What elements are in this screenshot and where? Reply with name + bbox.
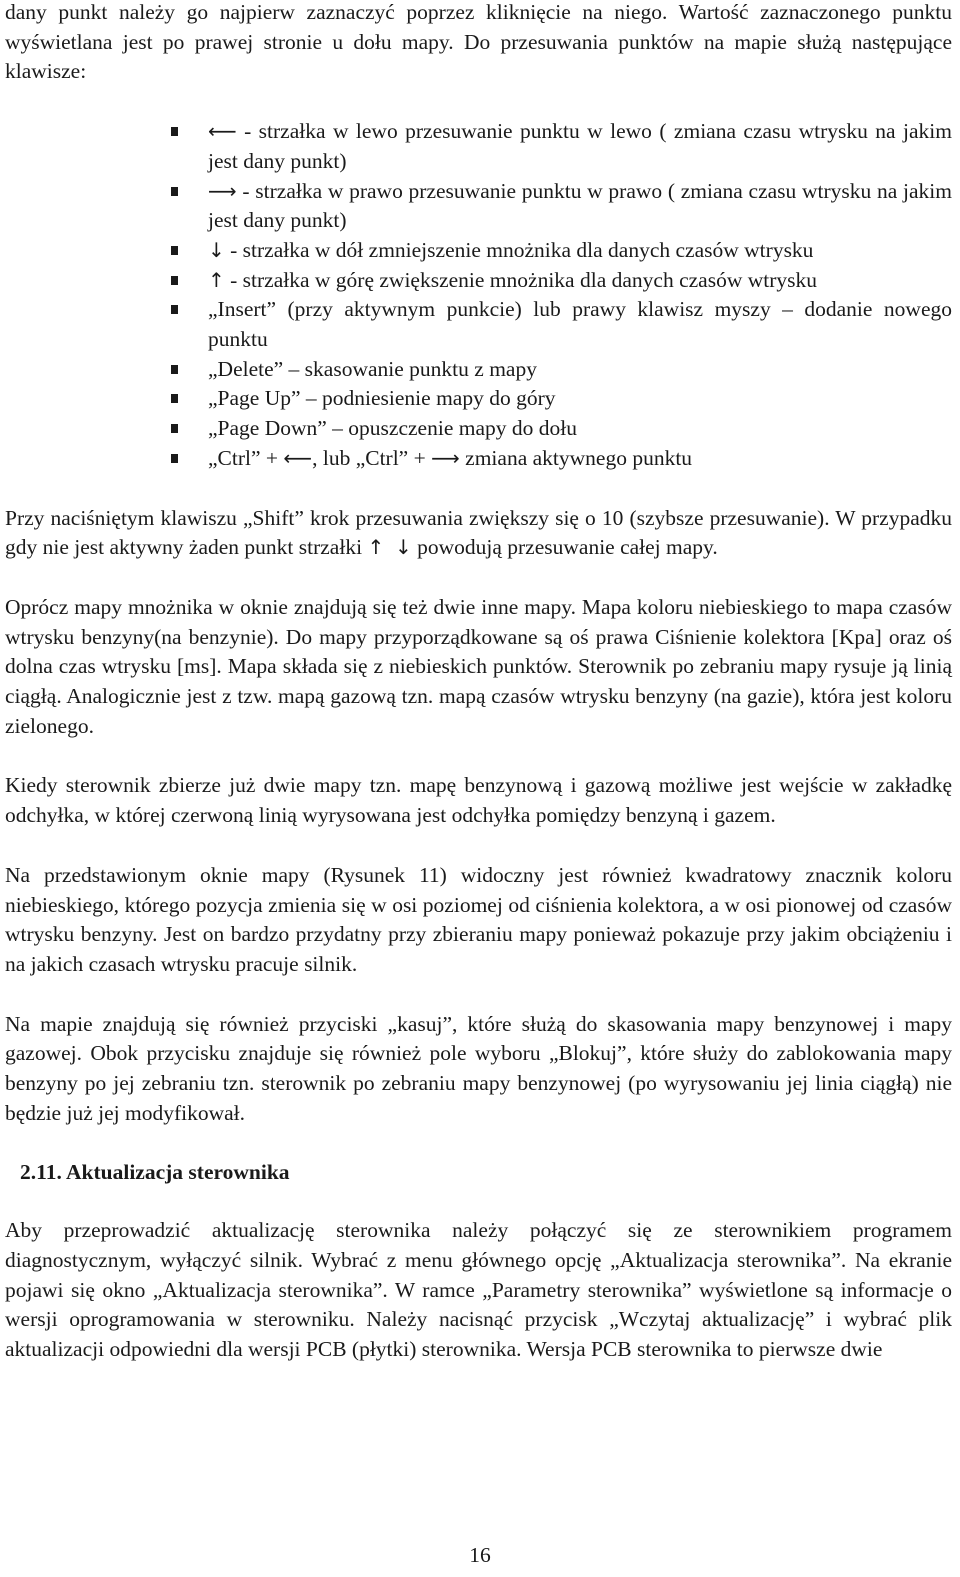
deviation-paragraph: Kiedy sterownik zbierze już dwie mapy tzn. mapę benzynową i gazową możliwe jest wejście w zakładkę odchyłka, w której czerwoną linią wyrysowana jest odchyłka pomiędzy benzyną i gazem. xyxy=(5,773,952,828)
spacer xyxy=(5,563,952,593)
shift-paragraph xyxy=(5,504,952,563)
arrow-down-icon: ↓ xyxy=(208,237,225,262)
spacer xyxy=(5,980,952,1010)
bullet-icon xyxy=(171,365,178,374)
bullet-icon xyxy=(171,246,178,255)
document-page xyxy=(5,0,952,1365)
bullet-icon xyxy=(171,394,178,403)
list-item-text: - strzałka w górę zwiększenie mnożnika dla danych czasów wtrysku xyxy=(224,267,817,292)
list-item-text: „Insert” (przy aktywnym punkcie) lub prawy klawisz myszy – dodanie nowego punktu xyxy=(208,297,952,352)
update-paragraph: Aby przeprowadzić aktualizację sterownika należy połączyć się ze sterownikiem programem diagnostycznym, wyłączyć silnik. Wybrać z menu głównego opcję „Aktualizacja sterownika”. Na ekranie pojawi się okno „Aktualizacja sterownika”. W ramce „Parametry sterownika” wyświetlone są informacje o wersji oprogramowania w sterowniku. Należy nacisnąć przycisk „Wczytaj aktualizację” i wybrać plik aktualizacji odpowiedni dla wersji PCB (płytki) sterownika. Wersja PCB sterownika to pierwsze dwie xyxy=(5,1218,952,1362)
list-item-arrow-left xyxy=(5,117,952,176)
spacer xyxy=(5,1187,952,1216)
list-item-text: zmiana aktywnego punktu xyxy=(459,445,693,470)
bullet-icon xyxy=(171,276,178,285)
list-item-page-up xyxy=(5,384,952,414)
arrow-down-icon: ↓ xyxy=(394,535,412,560)
list-item-text: „Page Down” – opuszczenie mapy do dołu xyxy=(208,416,577,441)
bullet-icon xyxy=(171,127,178,136)
list-item-arrow-right xyxy=(5,177,952,236)
list-item-page-down xyxy=(5,414,952,444)
maps-paragraph: Oprócz mapy mnożnika w oknie znajdują się też dwie inne mapy. Mapa koloru niebieskiego to mapa czasów wtrysku benzyny(na benzynie). Do mapy przyporządkowane są oś prawa Ciśnienie kolektora [Kpa] oraz oś dolna czas wtrysku [ms]. Mapa składa się z niebieskich punktów. Sterownik po zebraniu mapy rysuje ją linią ciągłą. Analogicznie jest z tzw. mapą gazową tzn. mapą czasów wtrysku benzyny (na gazie), która jest koloru zielonego. xyxy=(5,594,952,738)
list-item-delete xyxy=(5,355,952,385)
list-item-text: - strzałka w dół zmniejszenie mnożnika dla danych czasów wtrysku xyxy=(224,237,814,262)
bullet-icon xyxy=(171,305,178,314)
marker-paragraph: Na przedstawionym oknie mapy (Rysunek 11) widoczny jest również kwadratowy znacznik koloru niebieskiego, którego pozycja zmienia się w osi poziomej od ciśnienia kolektora, a w osi pionowej od czasów wtrysku benzyny. Jest on bardzo przydatny przy zbieraniu mapy ponieważ pokazuje przy jakim obciążeniu i na jakich czasach wtrysku pracuje silnik. xyxy=(5,862,952,976)
list-item-text: „Delete” – skasowanie punktu z mapy xyxy=(208,356,537,381)
intro-paragraph: dany punkt należy go najpierw zaznaczyć poprzez kliknięcie na niego. Wartość zaznaczonego punktu wyświetlana jest po prawej stronie u dołu mapy. Do przesuwania punktów na mapie służą następujące klawisze: xyxy=(5,0,952,84)
spacer xyxy=(5,1129,952,1158)
paragraph-text: Przy naciśniętym klawiszu „Shift” krok przesuwania zwiększy się o 10 (szybsze przesuwanie). W przypadku gdy nie jest aktywny żaden punkt strzałki xyxy=(5,505,952,560)
bullet-icon xyxy=(171,454,178,463)
bullet-icon xyxy=(171,424,178,433)
page-number: 16 xyxy=(469,1543,491,1567)
arrow-left-icon: ⟵ xyxy=(283,445,313,470)
list-item-arrow-down xyxy=(5,236,952,266)
arrow-left-icon: ⟵ xyxy=(208,119,237,144)
spacer xyxy=(5,831,952,861)
arrow-right-icon: ⟶ xyxy=(431,445,460,470)
arrow-up-icon: ↑ xyxy=(208,267,225,292)
list-item-text: , lub „Ctrl” + xyxy=(312,445,432,470)
list-item-text: „Ctrl” + xyxy=(208,445,284,470)
list-item-ctrl-arrows xyxy=(5,444,952,474)
list-item-arrow-up xyxy=(5,266,952,296)
paragraph-text: powodują przesuwanie całej mapy. xyxy=(411,535,718,560)
bullet-icon xyxy=(171,187,178,196)
spacer xyxy=(5,741,952,771)
section-heading: 2.11. Aktualizacja sterownika xyxy=(20,1159,290,1184)
key-list xyxy=(5,117,952,473)
arrow-up-icon: ↑ xyxy=(367,535,385,560)
list-item-text: - strzałka w lewo przesuwanie punktu w lewo ( zmiana czasu wtrysku na jakim jest dany punkt) xyxy=(208,119,952,173)
arrow-right-icon: ⟶ xyxy=(208,178,237,203)
spacer xyxy=(5,474,952,504)
list-item-text: - strzałka w prawo przesuwanie punktu w prawo ( zmiana czasu wtrysku na jakim jest dany punkt) xyxy=(208,178,952,233)
list-item-insert xyxy=(5,295,952,354)
list-item-text: „Page Up” – podniesienie mapy do góry xyxy=(208,386,556,411)
buttons-paragraph: Na mapie znajdują się również przyciski „kasuj”, które służą do skasowania mapy benzynowej i mapy gazowej. Obok przycisku znajduje się również pole wyboru „Blokuj”, które służy do zablokowania mapy benzyny po jej zebraniu tzn. sterownik po zebraniu mapy benzynowej (po wyrysowaniu jej linia ciągłą) nie będzie już jej modyfikował. xyxy=(5,1011,952,1125)
